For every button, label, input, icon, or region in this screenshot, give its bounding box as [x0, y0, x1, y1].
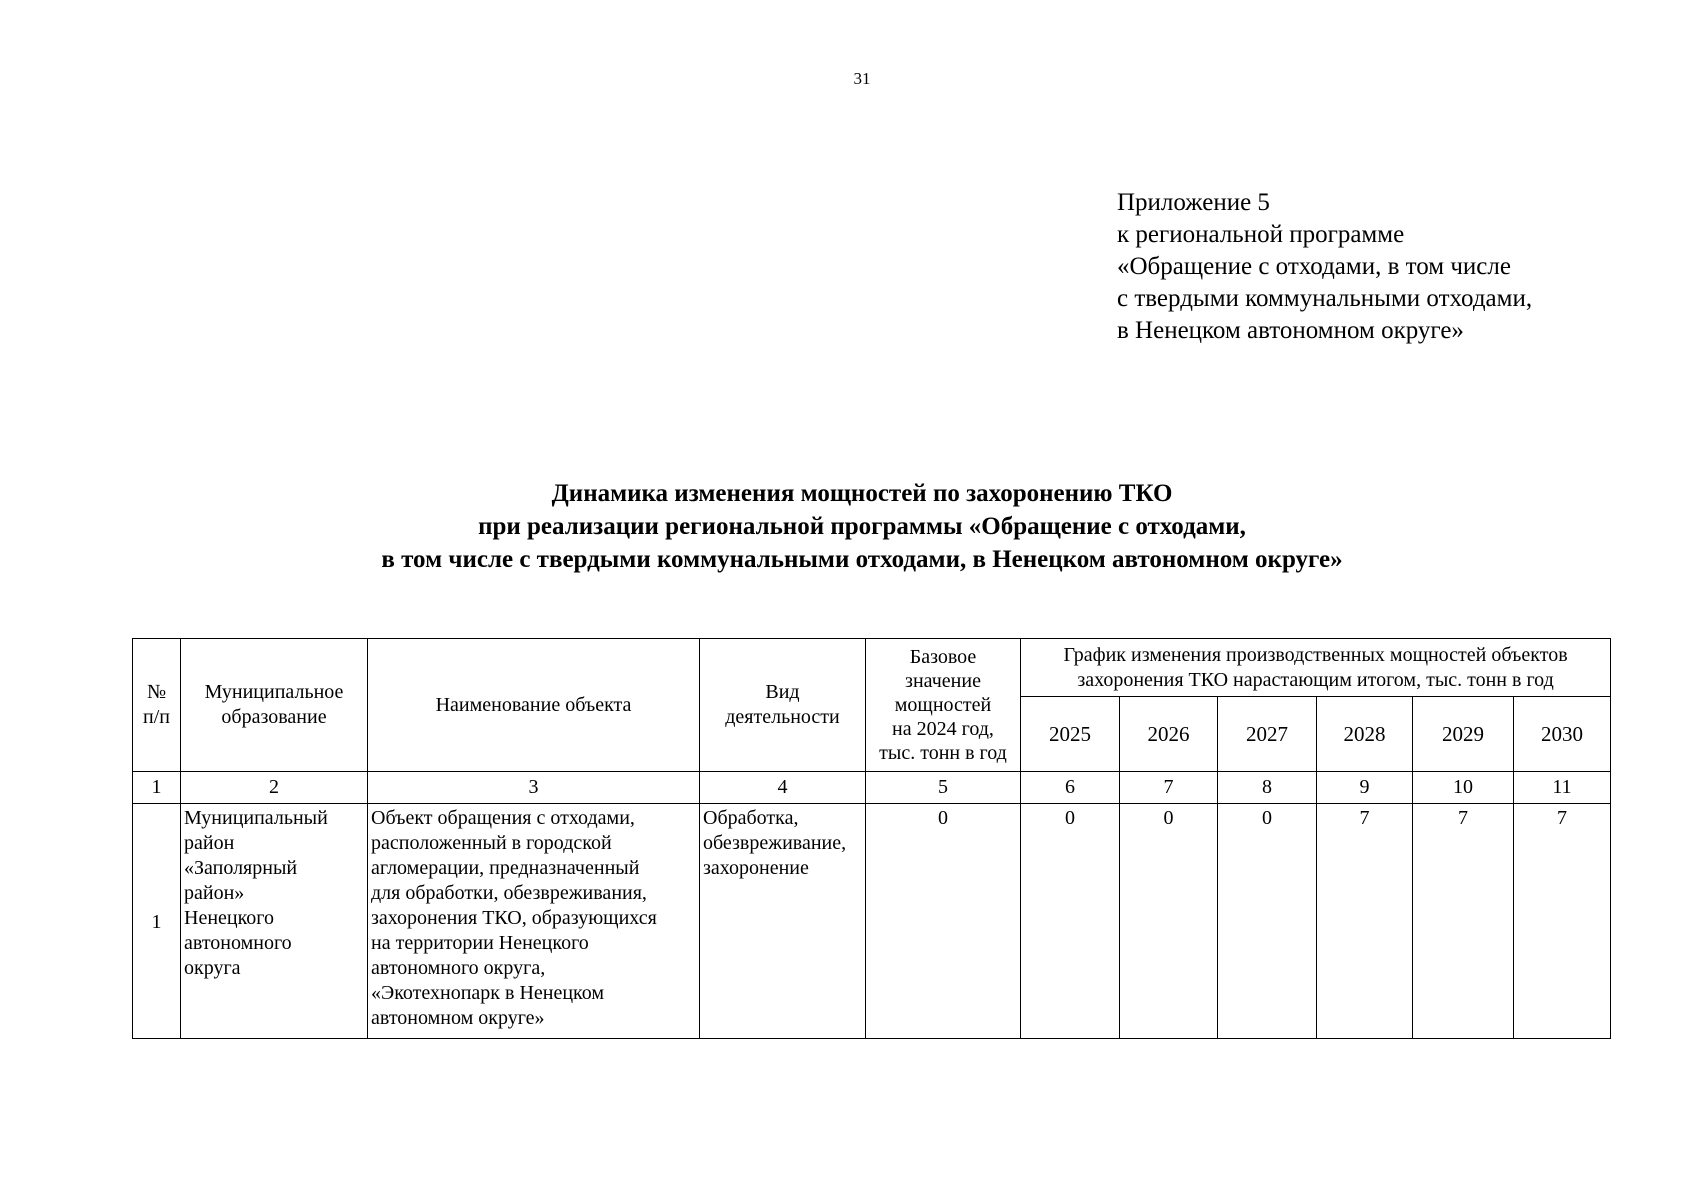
- row-activity: Обработка, обезвреживание, захоронение: [700, 804, 866, 1039]
- column-number: 2: [181, 772, 368, 804]
- header-base-value: Базовое значение мощностей на 2024 год, тыс. тонн в год: [866, 639, 1021, 772]
- header-year: 2028: [1317, 697, 1413, 772]
- appendix-line: с твердыми коммунальными отходами,: [1117, 285, 1533, 312]
- header-year: 2026: [1120, 697, 1218, 772]
- header-schedule: График изменения производственных мощностей объектов захоронения ТКО нарастающим итогом, тыс. тонн в год: [1021, 639, 1611, 697]
- appendix-line: к региональной программе: [1117, 221, 1405, 248]
- column-number: 4: [700, 772, 866, 804]
- column-number: 6: [1021, 772, 1120, 804]
- header-row: [133, 639, 1611, 697]
- header-municipality: Муниципальное образование: [181, 639, 368, 772]
- appendix-line: «Обращение с отходами, в том числе: [1117, 253, 1511, 280]
- appendix-note: [1117, 187, 1532, 347]
- header-activity: Вид деятельности: [700, 639, 866, 772]
- table-row: [133, 804, 1611, 1039]
- row-object-name: Объект обращения с отходами, расположенный в городской агломерации, предназначенный для обработки, обезвреживания, захоронения ТКО, образующихся на территории Ненецкого автономного округа, «Экотехнопарк в Ненецком автономном округе»: [368, 804, 700, 1039]
- row-value-2029: 7: [1413, 804, 1514, 1039]
- appendix-line: в Ненецком автономном округе»: [1117, 317, 1464, 344]
- header-year: 2025: [1021, 697, 1120, 772]
- column-number: 11: [1514, 772, 1611, 804]
- column-number: 10: [1413, 772, 1514, 804]
- row-value-2030: 7: [1514, 804, 1611, 1039]
- appendix-line: Приложение 5: [1117, 189, 1270, 216]
- column-number: 8: [1218, 772, 1317, 804]
- row-value-2026: 0: [1120, 804, 1218, 1039]
- document-title: [0, 477, 1698, 576]
- column-number: 7: [1120, 772, 1218, 804]
- header-num: № п/п: [133, 639, 181, 772]
- title-line: в том числе с твердыми коммунальными отходами, в Ненецком автономном округе»: [381, 546, 1343, 573]
- row-value-2028: 7: [1317, 804, 1413, 1039]
- column-number: 3: [368, 772, 700, 804]
- column-number: 5: [866, 772, 1021, 804]
- header-object-name: Наименование объекта: [368, 639, 700, 772]
- page-number: 31: [853, 69, 871, 88]
- title-line: при реализации региональной программы «Обращение с отходами,: [478, 513, 1246, 540]
- capacity-table: [132, 638, 1611, 1039]
- header-year: 2029: [1413, 697, 1514, 772]
- header-year: 2027: [1218, 697, 1317, 772]
- title-line: Динамика изменения мощностей по захоронению ТКО: [551, 480, 1173, 507]
- column-numbers-row: [133, 772, 1611, 804]
- row-value-2025: 0: [1021, 804, 1120, 1039]
- header-year: 2030: [1514, 697, 1611, 772]
- row-base-value: 0: [866, 804, 1021, 1039]
- column-number: 1: [133, 772, 181, 804]
- row-municipality: Муниципальный район «Заполярный район» Ненецкого автономного округа: [181, 804, 368, 1039]
- row-value-2027: 0: [1218, 804, 1317, 1039]
- column-number: 9: [1317, 772, 1413, 804]
- row-num: 1: [133, 804, 181, 1039]
